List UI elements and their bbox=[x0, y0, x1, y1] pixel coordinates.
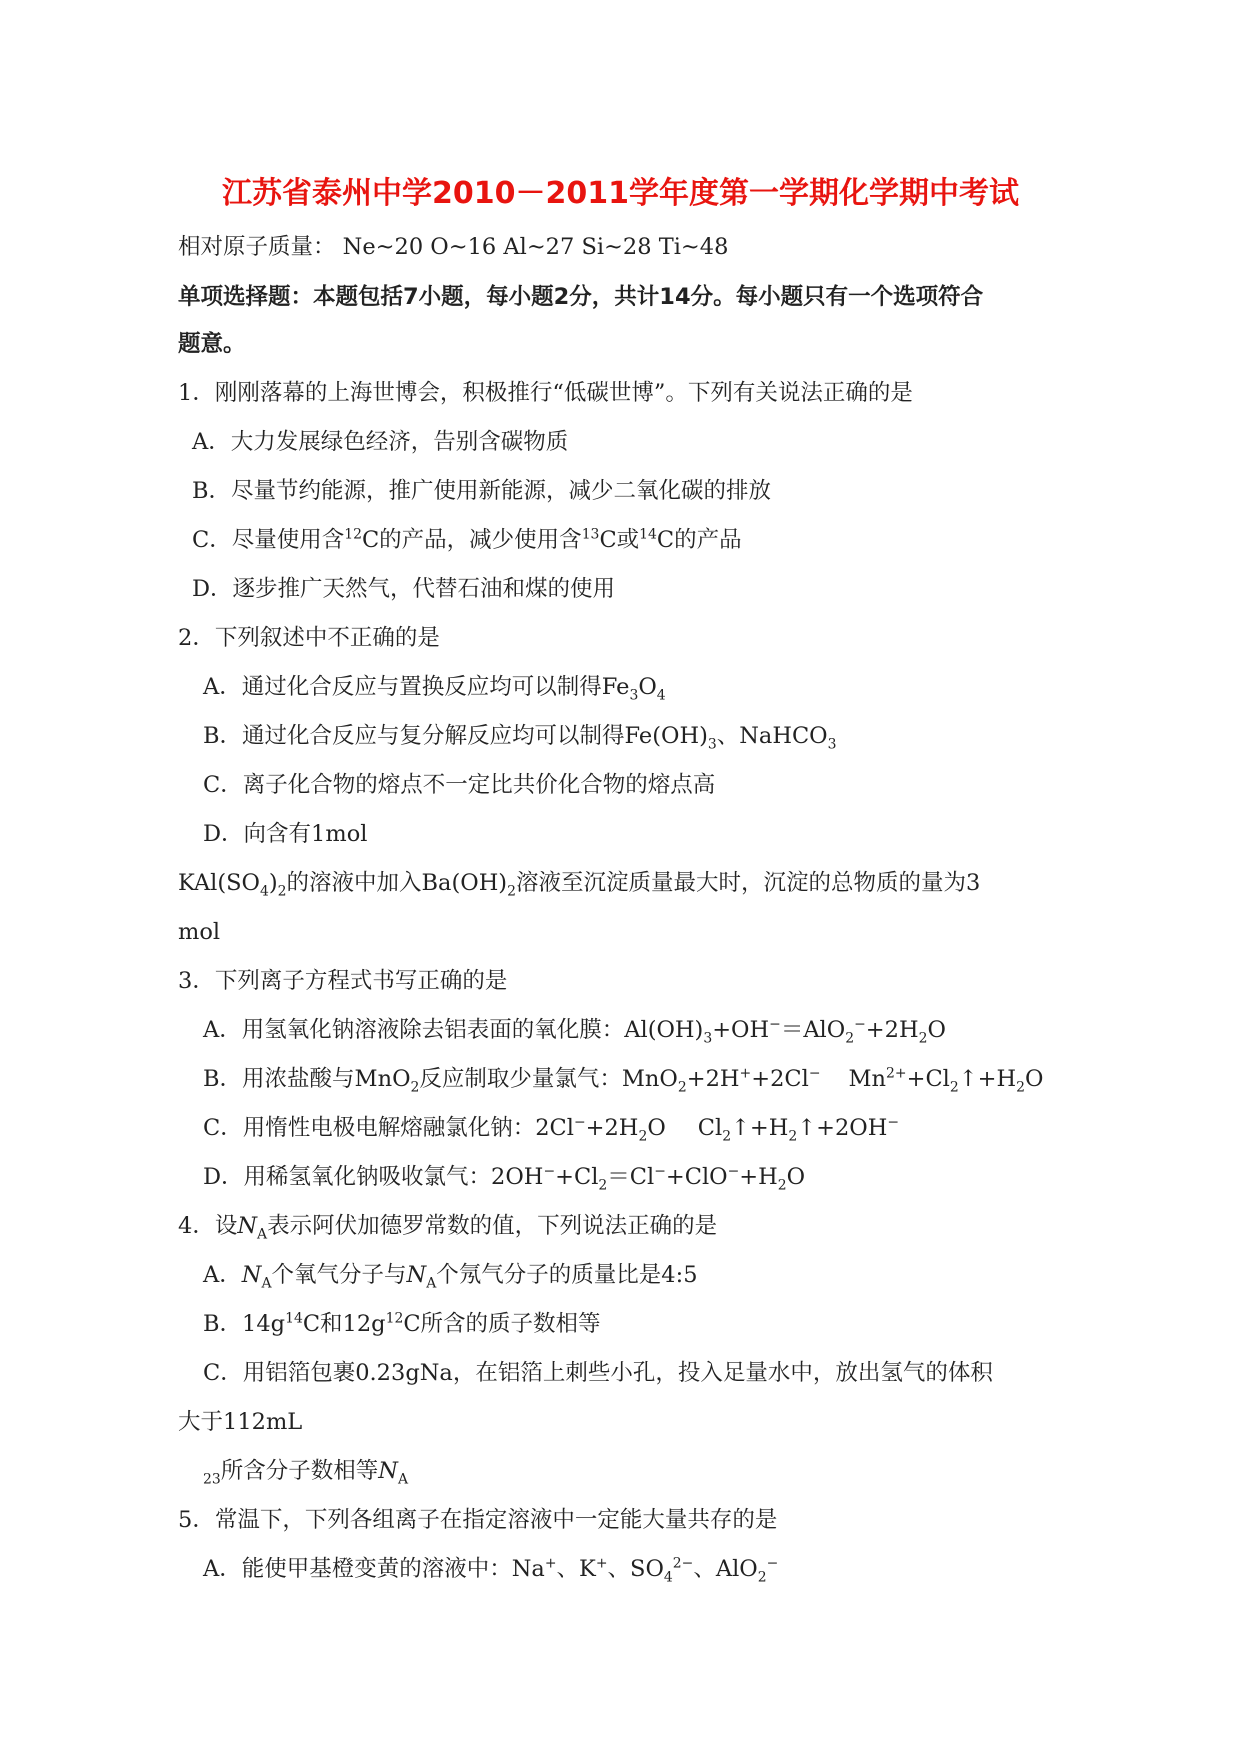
question-2-option-b: B．通过化合反应与复分解反应均可以制得$Fe(OH)_3$、NaHCO$_3$ bbox=[203, 723, 837, 753]
question-2-stem: 2．下列叙述中不正确的是 bbox=[178, 625, 440, 651]
question-3-option-c: C．用惰性电极电解熔融氯化钠：$2Cl^-+2H_2O$ $Cl_2↑+H_2↑+2OH^-$ bbox=[203, 1114, 900, 1145]
section-heading-cont: 题意。 bbox=[178, 331, 246, 357]
question-2-option-c: C．离子化合物的熔点不一定比共价化合物的熔点高 bbox=[203, 772, 716, 798]
question-1-option-a: A．大力发展绿色经济，告别含碳物质 bbox=[192, 429, 569, 455]
question-4-option-d: $_{23}$所含分子数相等$N_A$ bbox=[203, 1458, 409, 1488]
exam-title: 江苏省泰州中学2010－2011学年度第一学期化学期中考试 bbox=[222, 176, 1019, 211]
question-4-option-c: C．用铝箔包裹0.23gNa，在铝箔上刺些小孔，投入足量水中，放出氢气的体积 bbox=[203, 1360, 993, 1386]
question-2-option-d-cont: $KAl(SO_4)_2$的溶液中加入$Ba(OH)_2$溶液至沉淀质量最大时，沉淀的总物质的量为3 bbox=[178, 870, 981, 900]
section-heading: 单项选择题：本题包括7小题，每小题2分，共计14分。每小题只有一个选项符合 bbox=[178, 284, 984, 310]
question-3-option-d: D．用稀氢氧化钠吸收氯气：$2OH^-+Cl_2=Cl^-+ClO^-+H_2O$ bbox=[203, 1163, 806, 1194]
question-5-stem: 5．常温下，下列各组离子在指定溶液中一定能大量共存的是 bbox=[178, 1507, 778, 1533]
question-4-option-a: A．$N_A$个氧气分子与$N_A$个氖气分子的质量比是4:5 bbox=[203, 1262, 698, 1292]
atomic-mass-line: 相对原子质量： Ne~20 O~16 Al~27 Si~28 Ti~48 bbox=[178, 234, 729, 260]
question-2-option-a: A．通过化合反应与置换反应均可以制得$Fe_3O_4$ bbox=[203, 674, 666, 704]
question-4-option-c-cont: 大于112mL bbox=[178, 1409, 303, 1435]
question-5-option-a: A．能使甲基橙变黄的溶液中：Na+、K+、$SO_4^{2-}$、AlO$_2$− bbox=[203, 1555, 779, 1586]
question-3-option-b: B．用浓盐酸与MnO$_2$反应制取少量氯气：MnO$_2$+2H++2Cl− $Mn^{2+}+Cl_2↑+H_2O$ bbox=[203, 1065, 1044, 1096]
question-2-option-d-end: mol bbox=[178, 919, 221, 945]
question-4-option-b: B．$14g^{14}C$和$12g^{12}C$所含的质子数相等 bbox=[203, 1310, 601, 1337]
question-1-stem: 1．刚刚落幕的上海世博会，积极推行“低碳世博”。下列有关说法正确的是 bbox=[178, 380, 913, 406]
question-1-option-c: C．尽量使用含$^{12}$C的产品，减少使用含$^{13}$C或$^{14}$C的产品 bbox=[192, 526, 742, 553]
question-1-option-b: B．尽量节约能源，推广使用新能源，减少二氧化碳的排放 bbox=[192, 478, 772, 504]
question-3-option-a: A．用氢氧化钠溶液除去铝表面的氧化膜：$Al(OH)_3+OH^-=AlO_2^-+2H_2O$ bbox=[203, 1016, 946, 1047]
question-2-option-d: D．向含有1mol bbox=[203, 821, 368, 847]
question-3-stem: 3．下列离子方程式书写正确的是 bbox=[178, 968, 508, 994]
question-1-option-d: D．逐步推广天然气，代替石油和煤的使用 bbox=[192, 576, 616, 602]
question-4-stem: 4．设$N_A$表示阿伏加德罗常数的值，下列说法正确的是 bbox=[178, 1213, 718, 1243]
